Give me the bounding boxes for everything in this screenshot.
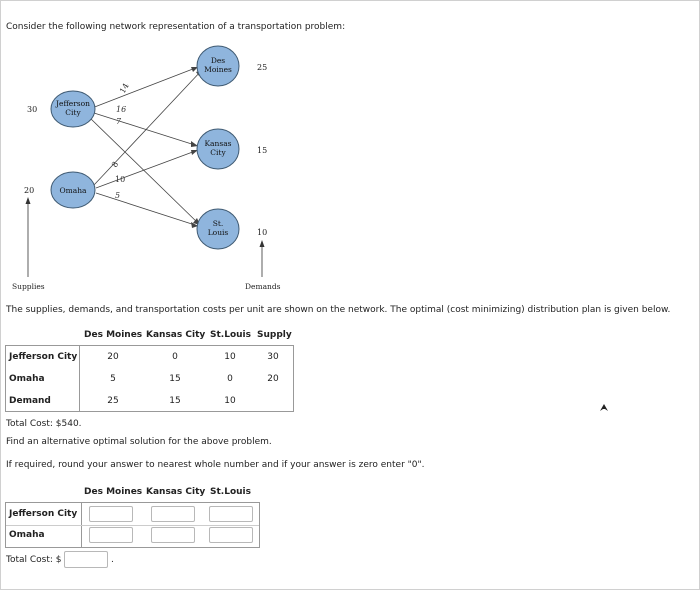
optimal-col-header-kansas-city: Kansas City [146, 330, 206, 340]
intro-text: Consider the following network representation of a transportation problem: [6, 22, 346, 32]
answer-col-header-kansas-city: Kansas City [146, 487, 206, 497]
optimal-col-header-supply: Supply [257, 330, 292, 340]
arrowhead [260, 240, 265, 247]
optimal-cell: 10 [224, 396, 236, 406]
arc-om-dm [94, 70, 202, 185]
demand-value: 15 [257, 146, 268, 155]
omaha-st-louis-input[interactable] [209, 527, 253, 543]
supply-value: 20 [24, 186, 35, 195]
question-text: Find an alternative optimal solution for the above problem. [6, 437, 272, 447]
node-omaha [51, 172, 95, 208]
omaha-kansas-city-input[interactable] [151, 527, 195, 543]
jefferson-city-des-moines-input[interactable] [89, 506, 133, 522]
answer-total-label: Total Cost: $ [6, 555, 62, 565]
arrowhead [26, 197, 31, 204]
answer-row-label: Omaha [9, 530, 45, 540]
mouse-cursor-icon [598, 402, 610, 414]
node-label: Jefferson [56, 99, 90, 108]
arc-om-kc [96, 150, 198, 188]
total-cost-input[interactable] [64, 551, 108, 568]
instruction-text: If required, round your answer to nearest whole number and if your answer is zero enter "0". [6, 460, 425, 470]
optimal-col-header-des-moines: Des Moines [84, 330, 143, 340]
optimal-cell: 0 [172, 352, 178, 362]
jefferson-city-kansas-city-input[interactable] [151, 506, 195, 522]
total-cost-text: Total Cost: $540. [6, 419, 82, 429]
node-label: City [65, 108, 81, 117]
node-kansas-city [197, 129, 239, 169]
optimal-cell: 5 [110, 374, 116, 384]
demand-value: 25 [257, 63, 268, 72]
answer-row-label: Jefferson City [9, 509, 78, 519]
supplies-label: Supplies [12, 282, 45, 291]
optimal-cell: 20 [267, 374, 279, 384]
node-label: Des [210, 56, 226, 65]
demands-label: Demands [245, 282, 281, 291]
optimal-row-label: Jefferson City [9, 352, 78, 362]
node-jefferson-city [51, 91, 95, 127]
description-text: The supplies, demands, and transportation costs per unit are shown on the network. The optimal (cost minimizing) distribution plan is given below. [6, 305, 671, 315]
arc-cost-label: 5 [115, 191, 121, 200]
arc-cost-label: 10 [115, 175, 126, 184]
arc-cost-label: 7 [116, 117, 122, 126]
node-st-louis [197, 209, 239, 249]
node-des-moines [197, 46, 239, 86]
answer-col-header-st-louis: St.Louis [210, 487, 251, 497]
node-label: Kansas [204, 139, 232, 148]
optimal-row-label: Omaha [9, 374, 45, 384]
arc-jc-dm [92, 67, 198, 108]
arc-cost-label: 16 [116, 105, 127, 114]
optimal-cell: 30 [267, 352, 279, 362]
optimal-row-label: Demand [9, 396, 51, 406]
optimal-cell: 25 [107, 396, 119, 406]
optimal-col-header-st-louis: St.Louis [210, 330, 251, 340]
arc-om-sl [96, 193, 198, 226]
arc-cost-label: 8 [109, 160, 121, 169]
node-label: Omaha [59, 186, 87, 195]
demand-value: 10 [257, 228, 268, 237]
jefferson-city-st-louis-input[interactable] [209, 506, 253, 522]
node-label: City [210, 148, 226, 157]
optimal-cell: 10 [224, 352, 236, 362]
node-label: Louis [207, 228, 229, 237]
node-label: Moines [204, 65, 232, 74]
optimal-cell: 20 [107, 352, 119, 362]
supply-value: 30 [27, 105, 38, 114]
arc-cost-label: 14 [117, 81, 131, 95]
omaha-des-moines-input[interactable] [89, 527, 133, 543]
optimal-cell: 0 [227, 374, 233, 384]
node-label: St. [212, 219, 224, 228]
answer-col-header-des-moines: Des Moines [84, 487, 143, 497]
optimal-cell: 15 [169, 374, 181, 384]
answer-total-suffix: . [111, 555, 114, 565]
optimal-cell: 15 [169, 396, 181, 406]
